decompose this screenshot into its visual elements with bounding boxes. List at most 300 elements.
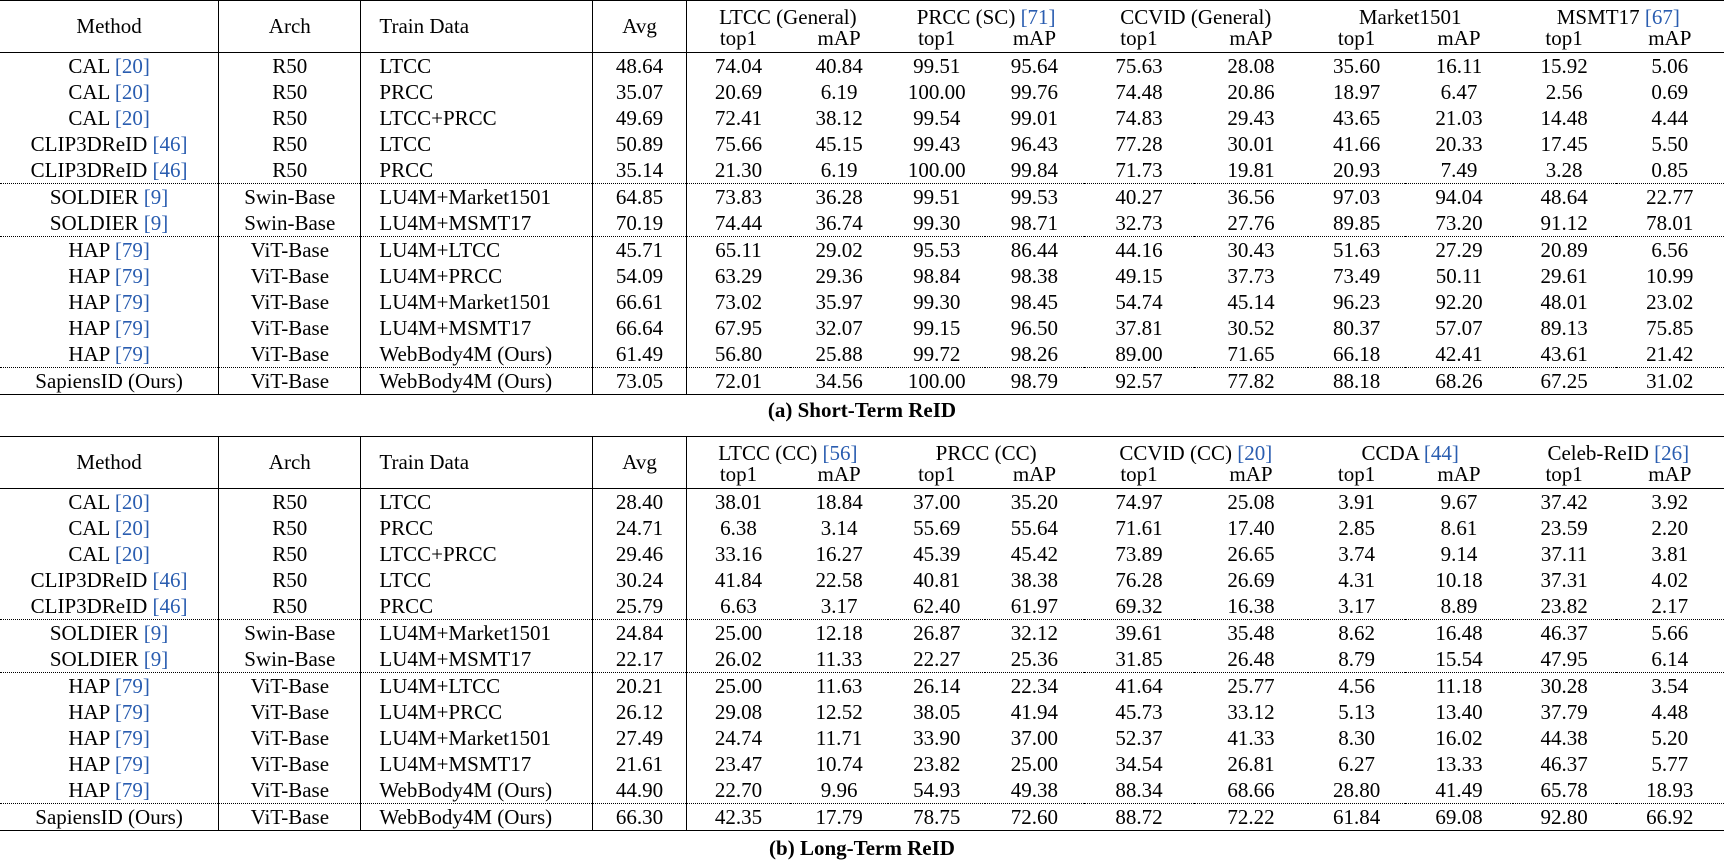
map-cell: 36.74 — [815, 210, 863, 235]
top1-cell: 99.51 — [888, 184, 985, 211]
top1-cell: 26.02 — [714, 646, 763, 671]
top1-cell: 6.27 — [1338, 751, 1375, 776]
map-cell: 6.47 — [1440, 79, 1478, 104]
top1-cell: 65.11 — [687, 237, 790, 264]
top1-cell: 3.74 — [1338, 541, 1375, 566]
table-row — [0, 673, 1724, 700]
method-name: CAL — [68, 79, 115, 104]
map-cell: 26.81 — [1227, 751, 1275, 776]
top1-cell: 3.28 — [1545, 157, 1583, 182]
method-name: SapiensID (Ours) — [35, 804, 183, 829]
top1-cell: 46.37 — [1513, 620, 1616, 647]
top1-cell: 72.41 — [714, 105, 763, 130]
top1-cell: 39.61 — [1084, 620, 1194, 647]
top1-cell: 43.61 — [1540, 341, 1588, 366]
citation-ref: [20] — [114, 489, 150, 514]
map-cell: 25.36 — [1010, 646, 1059, 671]
citation-ref: [9] — [143, 184, 169, 209]
table-row — [0, 751, 1724, 777]
table-row — [0, 725, 1724, 751]
top1-cell: 98.84 — [913, 263, 961, 288]
map-cell: 25.08 — [1227, 489, 1275, 514]
avg-cell: 29.46 — [592, 541, 686, 567]
arch-cell: R50 — [219, 593, 361, 620]
table-row — [0, 804, 1724, 831]
top1-header: top1 — [687, 464, 790, 489]
method-cell — [0, 210, 219, 237]
map-cell: 8.61 — [1440, 515, 1478, 540]
arch-cell: ViT-Base — [219, 263, 361, 289]
top1-cell: 100.00 — [907, 157, 966, 182]
group-header: CCVID (General) — [1120, 5, 1272, 28]
map-cell: 35.48 — [1194, 620, 1308, 647]
top1-cell: 29.08 — [714, 699, 763, 724]
top1-cell: 37.31 — [1540, 567, 1588, 592]
avg-cell: 66.61 — [592, 289, 686, 315]
train-data-cell: WebBody4M (Ours) — [361, 804, 592, 831]
method-cell — [0, 131, 219, 157]
map-cell: 41.94 — [1010, 699, 1059, 724]
top1-cell: 99.72 — [913, 341, 961, 366]
top1-header: top1 — [1513, 28, 1616, 53]
map-cell: 26.65 — [1227, 541, 1275, 566]
method-cell — [0, 489, 219, 516]
train-data-cell: LU4M+LTCC — [361, 673, 592, 700]
map-cell: 9.96 — [820, 777, 858, 802]
top1-cell: 56.80 — [714, 341, 763, 366]
train-data-cell: LU4M+LTCC — [361, 237, 592, 264]
citation-ref: [20] — [114, 79, 150, 104]
top1-cell: 49.15 — [1115, 263, 1163, 288]
train-data-cell: LTCC+PRCC — [361, 105, 592, 131]
arch-cell: ViT-Base — [219, 289, 361, 315]
citation-ref: [46] — [152, 157, 188, 182]
map-cell: 3.81 — [1651, 541, 1689, 566]
citation-ref: [79] — [114, 315, 150, 340]
map-cell: 2.17 — [1651, 593, 1689, 618]
train-data-cell: LTCC — [361, 567, 592, 593]
avg-cell: 44.90 — [592, 777, 686, 804]
map-cell: 6.19 — [820, 157, 858, 182]
map-cell: 30.01 — [1227, 131, 1275, 156]
top1-header: top1 — [888, 464, 985, 489]
top1-cell: 29.61 — [1540, 263, 1588, 288]
top1-cell: 32.73 — [1115, 210, 1163, 235]
top1-cell: 8.62 — [1308, 620, 1406, 647]
map-cell: 20.33 — [1435, 131, 1483, 156]
table-row — [0, 157, 1724, 184]
top1-cell: 20.69 — [714, 79, 763, 104]
avg-cell: 35.07 — [592, 79, 686, 105]
map-header: mAP — [985, 464, 1084, 489]
arch-cell: R50 — [219, 541, 361, 567]
top1-cell: 6.63 — [720, 593, 757, 618]
map-cell: 11.33 — [815, 646, 863, 671]
top1-cell: 52.37 — [1115, 725, 1163, 750]
map-cell: 11.63 — [790, 673, 889, 700]
top1-cell: 74.44 — [714, 210, 763, 235]
map-cell: 21.42 — [1646, 341, 1694, 366]
map-cell: 94.04 — [1405, 184, 1512, 211]
train-data-cell: LU4M+Market1501 — [361, 620, 592, 647]
table-row — [0, 263, 1724, 289]
top1-cell: 40.27 — [1084, 184, 1194, 211]
arch-cell: ViT-Base — [219, 699, 361, 725]
avg-cell: 24.84 — [592, 620, 686, 647]
top1-cell: 3.91 — [1338, 489, 1375, 514]
top1-cell: 89.00 — [1115, 341, 1163, 366]
map-cell: 98.79 — [985, 368, 1084, 395]
top1-cell: 22.27 — [913, 646, 961, 671]
table-row — [0, 289, 1724, 315]
top1-cell: 88.18 — [1308, 368, 1406, 395]
map-cell: 86.44 — [985, 237, 1084, 264]
table-row — [0, 131, 1724, 157]
top1-cell: 3.17 — [1338, 593, 1375, 618]
table-row — [0, 777, 1724, 804]
arch-header: Arch — [219, 437, 361, 489]
map-cell: 72.60 — [985, 804, 1084, 831]
top1-cell: 92.57 — [1084, 368, 1194, 395]
map-cell: 16.48 — [1405, 620, 1512, 647]
map-cell: 28.08 — [1227, 53, 1275, 78]
avg-cell: 73.05 — [592, 368, 686, 395]
arch-cell: ViT-Base — [219, 237, 361, 264]
citation-ref: [79] — [114, 751, 150, 776]
top1-cell: 23.47 — [714, 751, 763, 776]
citation-ref: [46] — [152, 131, 188, 156]
map-header: mAP — [985, 28, 1084, 53]
map-cell: 4.44 — [1651, 105, 1689, 130]
map-cell: 35.97 — [815, 289, 863, 314]
top1-header: top1 — [687, 28, 790, 53]
arch-cell: R50 — [219, 515, 361, 541]
table-row — [0, 184, 1724, 211]
arch-cell: ViT-Base — [219, 804, 361, 831]
arch-cell: Swin-Base — [219, 210, 361, 237]
map-cell: 31.02 — [1616, 368, 1724, 395]
top1-cell: 21.30 — [714, 157, 763, 182]
table-row — [0, 315, 1724, 341]
map-header: mAP — [1405, 28, 1512, 53]
top1-cell: 71.61 — [1115, 515, 1163, 540]
table-row — [0, 210, 1724, 237]
map-cell: 2.20 — [1651, 515, 1689, 540]
train-data-cell: LU4M+Market1501 — [361, 184, 592, 211]
method-name: CAL — [68, 53, 115, 78]
top1-cell: 23.82 — [913, 751, 961, 776]
top1-cell: 73.02 — [714, 289, 763, 314]
map-cell: 11.18 — [1405, 673, 1512, 700]
method-cell — [0, 184, 219, 211]
top1-cell: 61.84 — [1308, 804, 1406, 831]
top1-cell: 77.28 — [1115, 131, 1163, 156]
top1-cell: 99.51 — [913, 53, 961, 78]
top1-cell: 44.38 — [1540, 725, 1588, 750]
top1-cell: 75.63 — [1115, 53, 1163, 78]
avg-header: Avg — [592, 437, 686, 489]
method-cell — [0, 341, 219, 368]
map-header: mAP — [1405, 464, 1512, 489]
map-cell: 16.38 — [1227, 593, 1275, 618]
map-header: mAP — [1616, 28, 1724, 53]
map-cell: 69.08 — [1405, 804, 1512, 831]
top1-cell: 2.85 — [1338, 515, 1375, 540]
top1-cell: 76.28 — [1115, 567, 1163, 592]
avg-cell: 30.24 — [592, 567, 686, 593]
method-name: SOLDIER — [49, 620, 144, 645]
citation-ref: [20] — [114, 515, 150, 540]
group-header: LTCC (General) — [719, 5, 857, 28]
arch-cell: R50 — [219, 567, 361, 593]
top1-cell: 71.73 — [1115, 157, 1163, 182]
top1-cell: 54.74 — [1115, 289, 1163, 314]
top1-cell: 8.79 — [1338, 646, 1375, 671]
map-header: mAP — [1194, 28, 1308, 53]
table-row — [0, 541, 1724, 567]
map-cell: 25.88 — [815, 341, 863, 366]
map-cell: 5.20 — [1651, 725, 1689, 750]
method-cell — [0, 567, 219, 593]
top1-cell: 5.13 — [1338, 699, 1375, 724]
map-header: mAP — [790, 28, 889, 53]
map-cell: 26.69 — [1227, 567, 1275, 592]
method-cell — [0, 751, 219, 777]
map-cell: 10.99 — [1646, 263, 1694, 288]
long-term-reid-table — [0, 436, 1724, 831]
map-cell: 4.02 — [1651, 567, 1689, 592]
top1-cell: 4.56 — [1308, 673, 1406, 700]
map-cell: 13.33 — [1435, 751, 1483, 776]
map-cell: 36.28 — [790, 184, 889, 211]
top1-cell: 37.79 — [1540, 699, 1588, 724]
arch-cell: Swin-Base — [219, 620, 361, 647]
top1-cell: 37.00 — [913, 489, 961, 514]
map-cell: 38.12 — [815, 105, 863, 130]
top1-cell: 74.04 — [714, 53, 763, 78]
map-cell: 27.29 — [1405, 237, 1512, 264]
method-cell — [0, 289, 219, 315]
method-name: CAL — [68, 541, 115, 566]
avg-cell: 49.69 — [592, 105, 686, 131]
table-row — [0, 515, 1724, 541]
map-cell: 30.52 — [1227, 315, 1275, 340]
top1-cell: 80.37 — [1332, 315, 1381, 340]
map-cell: 77.82 — [1194, 368, 1308, 395]
map-cell: 5.50 — [1651, 131, 1689, 156]
method-cell — [0, 53, 219, 80]
method-cell — [0, 804, 219, 831]
method-cell — [0, 620, 219, 647]
top1-cell: 74.97 — [1115, 489, 1163, 514]
map-cell: 16.27 — [815, 541, 863, 566]
train-data-cell: LTCC+PRCC — [361, 541, 592, 567]
top1-cell: 4.31 — [1338, 567, 1375, 592]
method-name: CLIP3DReID — [30, 593, 153, 618]
method-cell — [0, 263, 219, 289]
top1-cell: 75.66 — [714, 131, 763, 156]
top1-cell: 62.40 — [913, 593, 961, 618]
method-name: SOLDIER — [49, 184, 144, 209]
group-header: Market1501 — [1358, 5, 1462, 28]
map-cell: 23.02 — [1646, 289, 1694, 314]
top1-cell: 73.49 — [1332, 263, 1381, 288]
top1-header: top1 — [1084, 464, 1194, 489]
map-cell: 45.14 — [1227, 289, 1275, 314]
citation-ref: [46] — [152, 567, 188, 592]
map-cell: 30.43 — [1194, 237, 1308, 264]
top1-cell: 46.37 — [1540, 751, 1588, 776]
map-cell: 5.06 — [1651, 53, 1689, 78]
map-cell: 7.49 — [1440, 157, 1478, 182]
arch-header: Arch — [219, 1, 361, 53]
method-name: HAP — [68, 777, 115, 802]
map-cell: 5.66 — [1616, 620, 1724, 647]
map-cell: 11.71 — [815, 725, 863, 750]
map-cell: 55.64 — [1010, 515, 1059, 540]
citation-ref: [46] — [152, 593, 188, 618]
map-cell: 98.71 — [1010, 210, 1059, 235]
avg-header: Avg — [592, 1, 686, 53]
citation-ref: [20] — [114, 541, 150, 566]
top1-cell: 99.43 — [913, 131, 961, 156]
method-name: SOLDIER — [49, 646, 144, 671]
table-caption: (b) Long-Term ReID — [769, 836, 955, 860]
method-name: CAL — [68, 515, 115, 540]
top1-cell: 73.89 — [1115, 541, 1163, 566]
method-cell — [0, 541, 219, 567]
method-cell — [0, 79, 219, 105]
map-cell: 68.26 — [1405, 368, 1512, 395]
avg-cell: 45.71 — [592, 237, 686, 264]
map-cell: 29.02 — [790, 237, 889, 264]
top1-cell: 51.63 — [1308, 237, 1406, 264]
arch-cell: R50 — [219, 157, 361, 184]
top1-cell: 91.12 — [1540, 210, 1588, 235]
top1-cell: 74.83 — [1115, 105, 1163, 130]
group-header: LTCC (CC) [56] — [718, 441, 858, 464]
map-cell: 98.45 — [1010, 289, 1059, 314]
top1-cell: 44.16 — [1084, 237, 1194, 264]
top1-cell: 73.83 — [687, 184, 790, 211]
method-cell — [0, 646, 219, 673]
top1-cell: 23.82 — [1540, 593, 1588, 618]
top1-cell: 25.00 — [687, 620, 790, 647]
map-cell: 6.19 — [820, 79, 858, 104]
method-cell — [0, 157, 219, 184]
top1-header: top1 — [888, 28, 985, 53]
map-cell: 33.12 — [1227, 699, 1275, 724]
method-name: CAL — [68, 489, 115, 514]
top1-cell: 35.60 — [1332, 53, 1381, 78]
map-cell: 3.17 — [820, 593, 858, 618]
map-cell: 72.22 — [1194, 804, 1308, 831]
group-header: PRCC (SC) [71] — [916, 5, 1056, 28]
map-cell: 98.38 — [1010, 263, 1059, 288]
map-cell: 10.74 — [815, 751, 863, 776]
table-row — [0, 237, 1724, 264]
avg-cell: 20.21 — [592, 673, 686, 700]
train-data-cell: LU4M+Market1501 — [361, 725, 592, 751]
map-cell: 17.40 — [1227, 515, 1275, 540]
top1-cell: 17.45 — [1540, 131, 1588, 156]
map-cell: 20.86 — [1227, 79, 1275, 104]
group-header: PRCC (CC) — [935, 441, 1037, 464]
table-row — [0, 368, 1724, 395]
method-name: HAP — [68, 263, 115, 288]
method-name: HAP — [68, 751, 115, 776]
map-cell: 17.79 — [790, 804, 889, 831]
train-data-cell: LTCC — [361, 489, 592, 516]
top1-cell: 42.35 — [687, 804, 790, 831]
map-cell: 5.77 — [1651, 751, 1689, 776]
method-name: CLIP3DReID — [30, 567, 153, 592]
top1-cell: 96.23 — [1332, 289, 1381, 314]
arch-cell: R50 — [219, 79, 361, 105]
map-cell: 99.84 — [1010, 157, 1059, 182]
table-row — [0, 341, 1724, 368]
top1-cell: 38.05 — [913, 699, 961, 724]
top1-cell: 74.48 — [1115, 79, 1163, 104]
avg-cell: 35.14 — [592, 157, 686, 184]
table-row — [0, 105, 1724, 131]
arch-cell: ViT-Base — [219, 341, 361, 368]
arch-cell: Swin-Base — [219, 184, 361, 211]
top1-cell: 72.01 — [687, 368, 790, 395]
top1-cell: 2.56 — [1545, 79, 1583, 104]
train-data-cell: LU4M+MSMT17 — [361, 315, 592, 341]
map-cell: 96.43 — [1010, 131, 1059, 156]
avg-cell: 66.64 — [592, 315, 686, 341]
map-cell: 38.38 — [1010, 567, 1059, 592]
top1-cell: 63.29 — [714, 263, 763, 288]
top1-cell: 25.00 — [687, 673, 790, 700]
top1-cell: 100.00 — [888, 368, 985, 395]
table-body — [0, 53, 1724, 395]
method-cell — [0, 315, 219, 341]
map-cell: 71.65 — [1227, 341, 1275, 366]
top1-cell: 37.81 — [1115, 315, 1163, 340]
train-data-cell: PRCC — [361, 593, 592, 620]
method-cell — [0, 725, 219, 751]
method-header: Method — [0, 1, 219, 53]
arch-cell: ViT-Base — [219, 368, 361, 395]
top1-cell: 41.66 — [1332, 131, 1381, 156]
top1-cell: 33.16 — [714, 541, 763, 566]
map-header: mAP — [790, 464, 889, 489]
method-cell — [0, 593, 219, 620]
group-header: Celeb-ReID [26] — [1547, 441, 1690, 464]
map-cell: 25.77 — [1194, 673, 1308, 700]
citation-ref: [9] — [143, 620, 169, 645]
map-cell: 6.14 — [1651, 646, 1689, 671]
group-header: MSMT17 [67] — [1556, 5, 1680, 28]
top1-cell: 18.97 — [1332, 79, 1381, 104]
map-cell: 98.26 — [1010, 341, 1059, 366]
train-data-cell: PRCC — [361, 79, 592, 105]
train-data-cell: LU4M+PRCC — [361, 263, 592, 289]
citation-ref: [79] — [114, 673, 150, 698]
train-data-cell: WebBody4M (Ours) — [361, 368, 592, 395]
arch-cell: R50 — [219, 105, 361, 131]
method-name: SOLDIER — [49, 210, 144, 235]
table-row — [0, 79, 1724, 105]
map-cell: 29.43 — [1227, 105, 1275, 130]
arch-cell: ViT-Base — [219, 673, 361, 700]
top1-cell: 30.28 — [1513, 673, 1616, 700]
citation-ref: [79] — [114, 237, 150, 262]
citation-ref: [79] — [114, 341, 150, 366]
